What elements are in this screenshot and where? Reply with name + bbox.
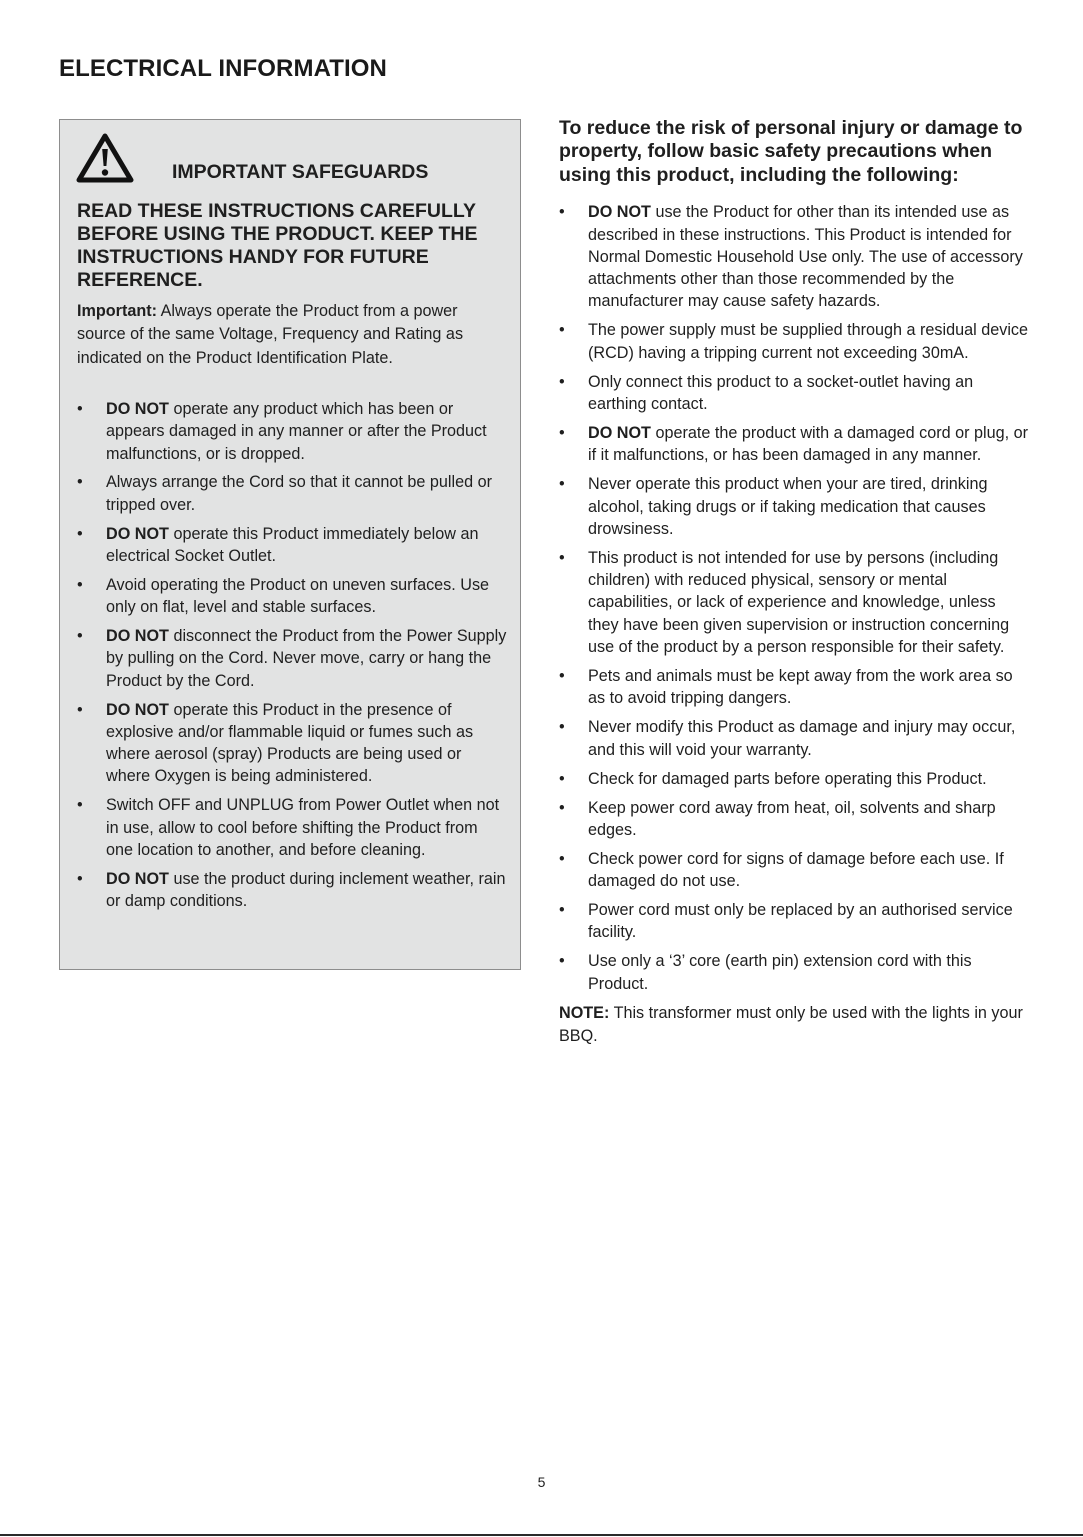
- note-label: NOTE:: [559, 1003, 610, 1022]
- list-item: [559, 371, 1029, 416]
- list-item-text: Power cord must only be replaced by an authorised service facility.: [588, 901, 1013, 942]
- important-note: [77, 300, 507, 370]
- list-item-text: use the product during inclement weather, rain or damp conditions.: [106, 869, 506, 911]
- bullet-icon: •: [559, 423, 565, 442]
- bullet-icon: •: [559, 718, 565, 737]
- list-item-text: Avoid operating the Product on uneven surfaces. Use only on flat, level and stable surfaces.: [106, 575, 490, 617]
- list-item-text: The power supply must be supplied through a residual device (RCD) having a tripping current not exceeding 30mA.: [588, 321, 1029, 362]
- list-item: [559, 473, 1029, 540]
- list-item-text: operate this Product immediately below an electrical Socket Outlet.: [106, 524, 479, 565]
- list-item-text: Pets and animals must be kept away from the work area so as to avoid tripping dangers.: [588, 666, 1013, 708]
- list-item-text: Check power cord for signs of damage before each use. If damaged do not use.: [588, 849, 1004, 891]
- warning-emphasis: DO NOT: [588, 203, 651, 222]
- list-item-text: Keep power cord away from heat, oil, solvents and sharp edges.: [588, 798, 996, 839]
- list-item: [77, 398, 509, 465]
- warning-emphasis: DO NOT: [106, 524, 169, 543]
- list-item-text: use the Product for other than its intended use as described in these instructions. This Product is intended for Normal Domestic Household Use only. The use of accessory attachments other than those recommended by the manufacturer may cause safety hazards.: [588, 203, 1023, 311]
- bullet-icon: •: [559, 203, 565, 222]
- list-item-text: Use only a ‘3’ core (earth pin) extension cord with this Product.: [588, 952, 972, 993]
- bullet-icon: •: [77, 869, 83, 888]
- bullet-icon: •: [77, 627, 83, 646]
- list-item: [77, 625, 509, 692]
- list-item: [559, 201, 1029, 312]
- warning-emphasis: DO NOT: [106, 627, 169, 646]
- important-text: Always operate the Product from a power source of the same Voltage, Frequency and Rating as indicated on the Product Identification Plate.: [77, 302, 464, 367]
- bullet-icon: •: [559, 952, 565, 971]
- list-item: [559, 950, 1029, 995]
- bullet-icon: •: [559, 849, 565, 868]
- bullet-icon: •: [559, 475, 565, 494]
- bullet-icon: •: [77, 796, 83, 815]
- list-item-text: Never operate this product when your are tired, drinking alcohol, taking drugs or if taking medication that causes drowsiness.: [588, 475, 988, 538]
- bullet-icon: •: [559, 666, 565, 685]
- list-item: [77, 471, 509, 516]
- page-number: 5: [537, 1474, 546, 1490]
- bullet-icon: •: [77, 524, 83, 543]
- warning-emphasis: DO NOT: [106, 869, 169, 888]
- list-item: [559, 716, 1029, 761]
- read-instructions-notice: READ THESE INSTRUCTIONS CAREFULLY BEFORE USING THE PRODUCT. KEEP THE INSTRUCTIONS HANDY FOR FUTURE REFERENCE.: [77, 200, 478, 291]
- list-item: [559, 848, 1029, 893]
- list-item-text: operate the product with a damaged cord or plug, or if it malfunctions, or has been damaged in any manner.: [588, 423, 1028, 465]
- list-item: [77, 523, 509, 568]
- page-title: ELECTRICAL INFORMATION: [59, 55, 387, 82]
- list-item: [77, 794, 509, 861]
- list-item: [77, 574, 509, 619]
- important-label: Important:: [77, 302, 158, 320]
- precautions-column: [559, 117, 1029, 1048]
- list-item-text: disconnect the Product from the Power Supply by pulling on the Cord. Never move, carry or hang the Product by the Cord.: [106, 627, 507, 690]
- warning-emphasis: DO NOT: [106, 400, 169, 418]
- warning-emphasis: DO NOT: [106, 700, 169, 719]
- bullet-icon: •: [559, 548, 565, 567]
- bullet-icon: •: [77, 473, 83, 492]
- footer-rule: [0, 1534, 1083, 1536]
- transformer-note: [559, 1002, 1029, 1049]
- bullet-icon: •: [77, 575, 83, 594]
- bullet-icon: •: [559, 372, 565, 391]
- precautions-heading: To reduce the risk of personal injury or damage to property, follow basic safety precautions when using this product, including the following:: [559, 117, 1023, 186]
- list-item-text: This product is not intended for use by persons (including children) with reduced physical, sensory or mental capabilities, or lack of experience and knowledge, unless they have been given supervision or instruction concerning use of the product by a person responsible for their safety.: [588, 548, 1010, 656]
- list-item-text: Always arrange the Cord so that it cannot be pulled or tripped over.: [106, 473, 493, 514]
- list-item-text: operate any product which has been or appears damaged in any manner or after the Product malfunctions, or is dropped.: [106, 400, 487, 463]
- list-item-text: Never modify this Product as damage and injury may occur, and this will void your warranty.: [588, 718, 1016, 759]
- list-item-text: Only connect this product to a socket-outlet having an earthing contact.: [588, 372, 974, 413]
- list-item-text: operate this Product in the presence of explosive and/or flammable liquid or fumes such as where aerosol (spray) Products are being used or where Oxygen is being administered.: [106, 700, 474, 786]
- list-item-text: Check for damaged parts before operating this Product.: [588, 769, 987, 788]
- list-item: [559, 665, 1029, 710]
- list-item: [77, 699, 509, 788]
- note-text: This transformer must only be used with the lights in your BBQ.: [559, 1003, 1023, 1046]
- warning-emphasis: DO NOT: [588, 423, 651, 442]
- bullet-icon: •: [559, 798, 565, 817]
- bullet-icon: •: [559, 901, 565, 920]
- list-item: [559, 768, 1029, 790]
- list-item: [559, 319, 1029, 364]
- bullet-icon: •: [77, 700, 83, 719]
- important-safeguards-box: [59, 119, 521, 970]
- list-item: [559, 797, 1029, 842]
- safeguards-heading: IMPORTANT SAFEGUARDS: [172, 161, 429, 183]
- list-item: [559, 899, 1029, 944]
- bullet-icon: •: [559, 769, 565, 788]
- list-item: [559, 422, 1029, 467]
- warning-triangle-icon: [75, 132, 135, 184]
- safeguards-list: [77, 398, 509, 919]
- list-item: [559, 547, 1029, 658]
- bullet-icon: •: [77, 400, 83, 418]
- list-item-text: Switch OFF and UNPLUG from Power Outlet when not in use, allow to cool before shifting the Product from one location to another, and before cleaning.: [106, 796, 500, 859]
- bullet-icon: •: [559, 321, 565, 340]
- precautions-list: [559, 201, 1029, 995]
- list-item: [77, 868, 509, 913]
